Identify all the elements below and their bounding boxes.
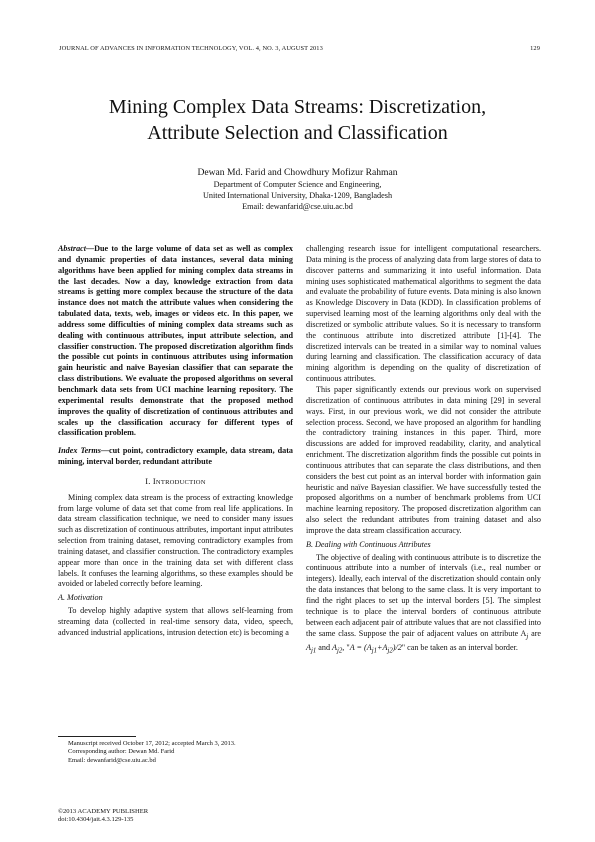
eq-quote-close: " can be taken as an interval border.: [401, 643, 518, 652]
subscript-j2: j2: [337, 647, 343, 655]
footnote-received: Manuscript received October 17, 2012; accepted March 3, 2013.: [68, 740, 236, 747]
spacer: [58, 439, 293, 446]
abstract-dash: —: [86, 244, 95, 253]
page-footer: [58, 808, 148, 824]
index-terms-text: cut point, contradictory example, data stream, data mining, interval border, redundant attribute: [58, 446, 293, 467]
right-paragraph-2: This paper significantly extends our previous work on supervised discretization of continuous attributes in data mining [29] in several ways. First, in our previous work, we did not consider the attribute selection process. Second, we have proposed an algorithm for handling the contradictory training instances in this paper. Third, more discussions are added for improved readability, clarity, and analytical enrichment. The discretization algorithm finds the possible cut points in continuous attributes that can separate the class distributions, and then considers the best cut point as an interval border with information gain heuristic and naïve Bayesian classifier. We have successfully tested the proposed algorithms on a number of benchmark problems from UCI machine learning repository. The proposed discretization algorithm can also select the redundant attributes from training dataset and also improve the data stream classification accuracy.: [306, 384, 541, 535]
subscript-j2b: j2: [387, 647, 393, 655]
footnote-rule: [58, 736, 136, 737]
affiliation-email: Email: dewanfarid@cse.uiu.ac.bd: [242, 201, 353, 211]
affiliation-department: Department of Computer Science and Engineering,: [213, 180, 382, 189]
abstract-text: Due to the large volume of data set as well as complex and dynamic properties of data instances, several data mining algorithms have been applied for mining complex data streams in the last decades. Now a day, knowledge extraction from data streams is getting more complex because the structure of the data instance does not match the attribute values when considering the tabulated data, texts, web, images or videos etc. In this paper, we address some difficulties of mining complex data streams such as dealing with continuous attributes, input attribute selection, and classifier construction. The proposed discretization algorithm finds the possible cut points in continuous attributes using information gain heuristic and naïve Bayesian classifier that can separate the class distributions. We evaluate the proposed algorithms on several benchmark data sets from UCI machine learning repository. The experimental results demonstrate that the proposed method improves the quality of discretization of continuous attributes and scales up the classification accuracy for different types of classification problem.: [58, 244, 293, 438]
motivation-paragraph: To develop highly adaptive system that allows self-learning from streaming data (collected in real-time sensory data, video, speech, advanced industrial applications, intrusion detection etc) is becoming a: [58, 606, 293, 637]
right-column: [306, 244, 541, 657]
journal-header: JOURNAL OF ADVANCES IN INFORMATION TECHNOLOGY, VOL. 4, NO. 3, AUGUST 2013: [59, 45, 323, 52]
intro-paragraph: Mining complex data stream is the process of extracting knowledge from large volume of data set that come from real life applications. In data stream classification technique, we need to consider many issues such as discretization of continuous attributes, important input attributes selection from training dataset, removing contradictory examples from training dataset, and classifier construction. The contradictory examples appear more than once in the training data set with different class labels. It confuses the learning algorithms, so these examples should be avoided or labeled correctly before learning.: [58, 492, 293, 589]
title-line-1: Mining Complex Data Streams: Discretization,: [108, 96, 487, 118]
subscript-j: j: [526, 633, 529, 641]
right-paragraph-3: [306, 553, 541, 658]
left-column: [58, 244, 293, 639]
section-heading-introduction: [58, 477, 293, 489]
subsection-heading-motivation: A. Motivation: [58, 593, 103, 603]
title-line-2: Attribute Selection and Classification: [147, 122, 448, 144]
eq-formula-start: A = (A: [349, 643, 372, 652]
right-paragraph-1: challenging research issue for intelligent computational researchers. Data mining is the process of analyzing data from large stores of data to discover patterns and summarizing it into useful information. Data mining uses sophisticated mathematical algorithms to segment the data and evaluate the probability of future events. Data mining is also known as Knowledge Discovery in Data (KDD). In classification problems of supervised learning most of the learning algorithms only deal with the discretized or symbolic attribute values. So it is necessary to transform the continuous attribute into discretized attribute [1]-[4]. The discretized intervals can be treated in a similar way to nominal values during learning and classification. The classification accuracy of data mining algorithm is depending on the quality of discretization of continuous attributes.: [306, 244, 541, 384]
abstract: [58, 244, 293, 439]
eq-are: are: [528, 628, 542, 638]
index-terms-label: Index Terms: [58, 446, 101, 456]
footnote-email: Email: dewanfarid@cse.uiu.ac.bd: [68, 756, 156, 764]
abstract-label: Abstract: [58, 244, 86, 253]
eq-and: and: [316, 643, 333, 652]
doi-text: doi:10.4304/jait.4.3.129-135: [58, 816, 134, 824]
footnote-block: [58, 736, 293, 765]
copyright-text: ©2013 ACADEMY PUBLISHER: [58, 808, 149, 815]
eq-var-a1: A: [306, 643, 311, 652]
footnote-corresponding: Corresponding author: Dewan Md. Farid: [68, 748, 175, 756]
paragraph-3-text: The objective of dealing with continuous attribute is to discretize the continuous attribute into a number of intervals (i.e., real number or integers). Ideally, each interval of the discretization should contain only the data instances that belong to the same class. It is very important to find the right places to set up the interval borders [5]. The simplest technique is to place the interval borders of continuous attribute between each adjacent pair of attribute values that are not classified into the same class. Suppose the pair of adjacent values on attribute A: [306, 552, 541, 638]
affiliation-university: United International University, Dhaka-1209, Bangladesh: [202, 190, 393, 200]
subscript-j1b: j1: [371, 647, 377, 655]
paper-title: [40, 94, 555, 146]
running-header: [59, 45, 540, 52]
subsection-heading-continuous: B. Dealing with Continuous Attributes: [306, 539, 431, 549]
section-numeral: I. I: [145, 476, 156, 486]
index-terms-dash: —: [100, 446, 110, 456]
eq-formula-close: )/2: [392, 643, 402, 652]
section-title-rest: NTRODUCTION: [155, 478, 206, 486]
eq-formula-plus: +A: [377, 643, 388, 652]
eq-quote-open: , ": [342, 643, 350, 652]
eq-var-a2: A: [332, 643, 338, 652]
author-list: Dewan Md. Farid and Chowdhury Mofizur Rahman: [197, 167, 398, 178]
affiliation-block: [40, 180, 555, 212]
index-terms: [58, 446, 293, 468]
subscript-j1: j1: [310, 647, 317, 655]
page-number: 129: [530, 45, 540, 52]
